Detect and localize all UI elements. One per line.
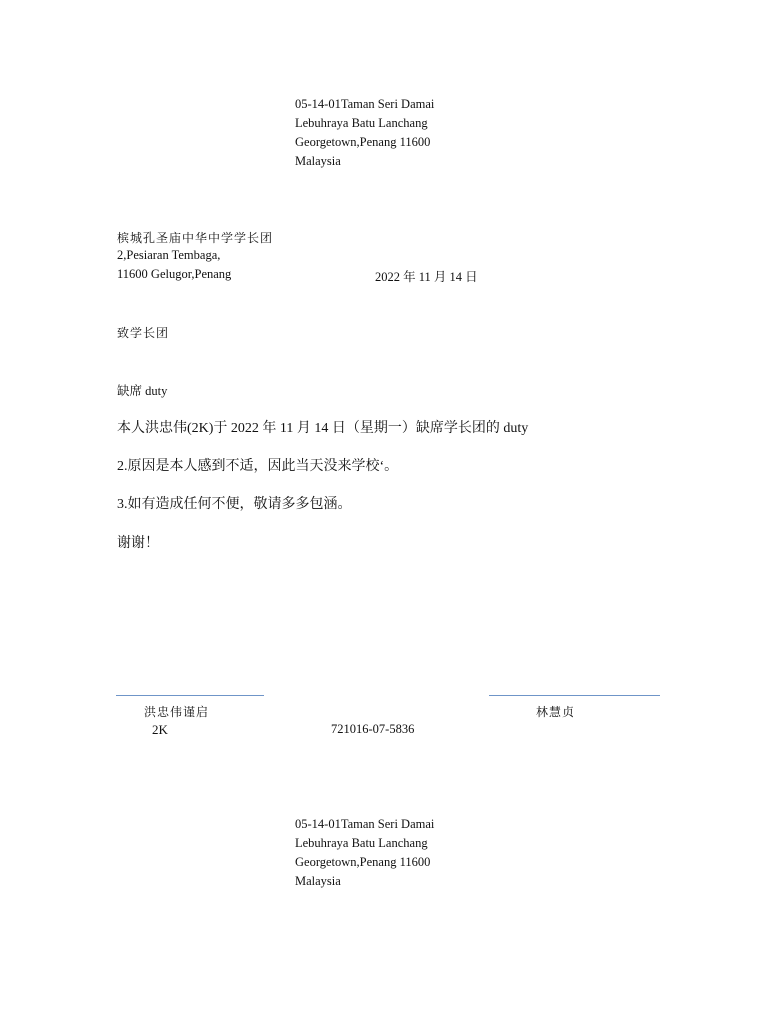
body-paragraph-3: 3.如有造成任何不便，敬请多多包涵。 (117, 497, 352, 512)
address-line: Malaysia (295, 874, 341, 888)
address-line: Lebuhraya Batu Lanchang (295, 116, 428, 130)
body-paragraph-2: 2.原因是本人感到不适，因此当天没来学校‘。 (117, 459, 399, 474)
recipient-street: 2,Pesiaran Tembaga, (117, 248, 221, 262)
parent-name: 林慧贞 (536, 705, 576, 719)
sender-address-top (295, 95, 434, 171)
student-name: 洪忠伟谨启 (144, 705, 210, 719)
letter-date: 2022 年 11 月 14 日 (375, 270, 478, 284)
address-line: 05-14-01Taman Seri Damai (295, 817, 435, 831)
recipient-name: 槟城孔圣庙中华中学学长团 (117, 231, 274, 245)
address-line: Malaysia (295, 154, 341, 168)
student-signature-line (116, 695, 264, 696)
recipient-city: 11600 Gelugor,Penang (117, 267, 232, 281)
address-line: 05-14-01Taman Seri Damai (295, 97, 435, 111)
parent-signature-line (489, 695, 660, 696)
sender-address-bottom (295, 815, 434, 891)
closing-thanks: 谢谢！ (117, 536, 159, 551)
address-line: Lebuhraya Batu Lanchang (295, 836, 428, 850)
address-line: Georgetown,Penang 11600 (295, 855, 431, 869)
parent-ic-number: 721016-07-5836 (331, 722, 415, 736)
salutation: 致学长团 (117, 326, 170, 340)
subject-line: 缺席 duty (117, 384, 168, 398)
student-class: 2K (152, 722, 168, 737)
body-paragraph-1: 本人洪忠伟(2K)于 2022 年 11 月 14 日（星期一）缺席学长团的 duty (117, 421, 529, 436)
address-line: Georgetown,Penang 11600 (295, 135, 431, 149)
